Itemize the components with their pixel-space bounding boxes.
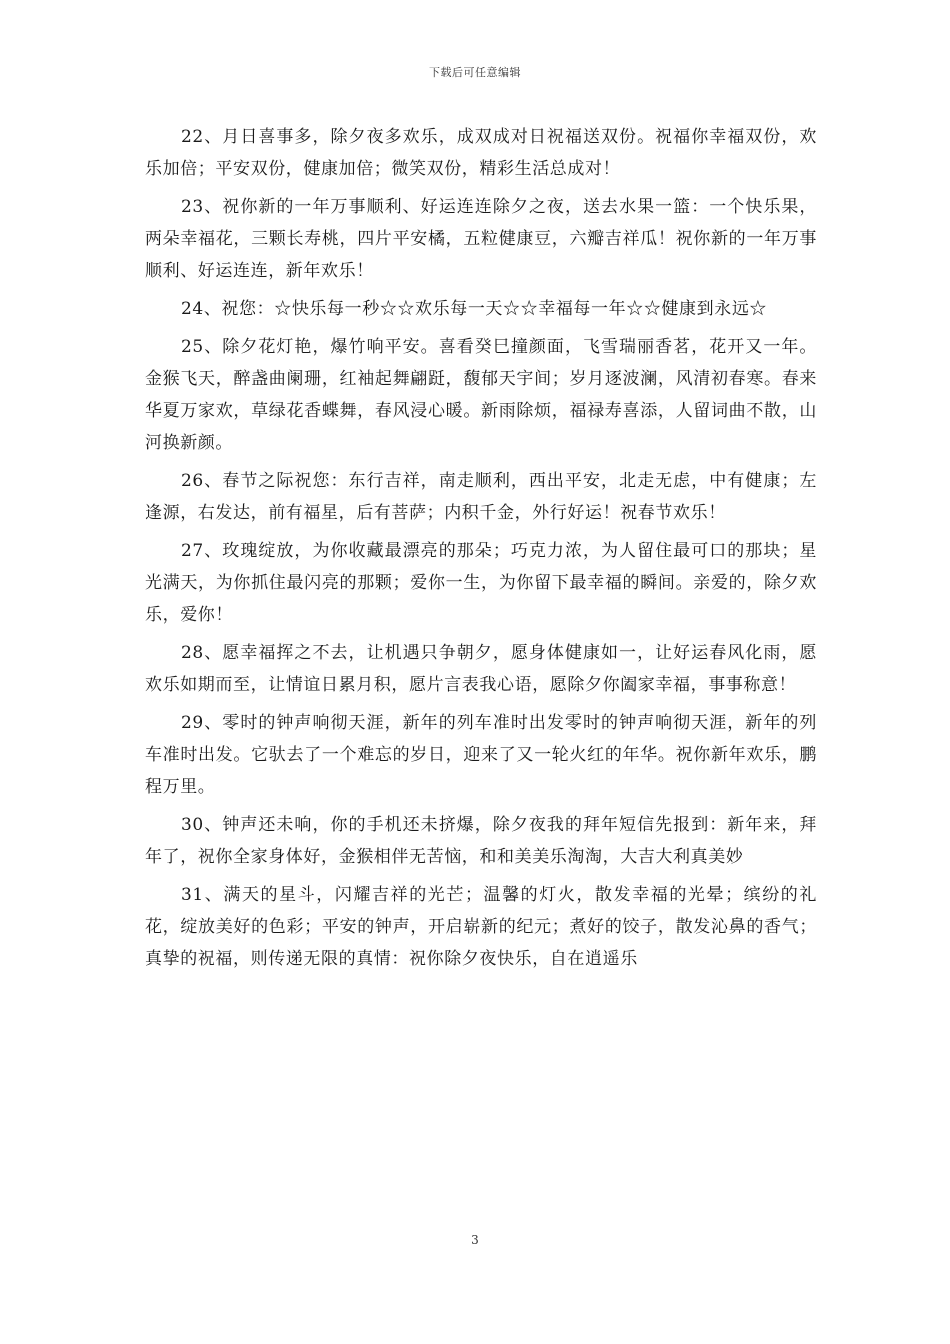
paragraph-24: 24、祝您：☆快乐每一秒☆☆欢乐每一天☆☆幸福每一年☆☆健康到永远☆	[181, 299, 768, 319]
document-body	[145, 121, 817, 981]
paragraph-30: 30、钟声还未响，你的手机还未挤爆，除夕夜我的拜年短信先报到：新年来，拜年了，祝你全家身体好，金猴相伴无苦恼，和和美美乐淘淘，大吉大利真美妙	[145, 815, 817, 867]
paragraph-28: 28、愿幸福挥之不去，让机遇只争朝夕，愿身体健康如一，让好运春风化雨，愿欢乐如期而至，让情谊日累月积，愿片言表我心语，愿除夕你阖家幸福，事事称意！	[145, 643, 817, 695]
page-header: 下载后可任意编辑	[429, 66, 521, 79]
paragraph-22: 22、月日喜事多，除夕夜多欢乐，成双成对日祝福送双份。祝福你幸福双份，欢乐加倍；平安双份，健康加倍；微笑双份，精彩生活总成对！	[145, 127, 817, 179]
page-number: 3	[471, 1233, 479, 1247]
paragraph-29: 29、零时的钟声响彻天涯，新年的列车准时出发零时的钟声响彻天涯，新年的列车准时出发。它驮去了一个难忘的岁日，迎来了又一轮火红的年华。祝你新年欢乐，鹏程万里。	[145, 713, 817, 797]
paragraph-31: 31、满天的星斗，闪耀吉祥的光芒；温馨的灯火，散发幸福的光晕；缤纷的礼花，绽放美好的色彩；平安的钟声，开启崭新的纪元；煮好的饺子，散发沁鼻的香气；真挚的祝福，则传递无限的真情：祝你除夕夜快乐，自在逍遥乐	[145, 885, 817, 969]
paragraph-25: 25、除夕花灯艳，爆竹响平安。喜看癸巳撞颜面，飞雪瑞丽香茗，花开又一年。金猴飞天，醉盏曲阑珊，红袖起舞翩跹，馥郁天宇间；岁月逐波澜，风清初春寒。春来华夏万家欢，草绿花香蝶舞，春风浸心暖。新雨除烦，福禄寿喜添，人留词曲不散，山河换新颜。	[145, 337, 817, 453]
paragraph-26: 26、春节之际祝您：东行吉祥，南走顺利，西出平安，北走无虑，中有健康；左逢源，右发达，前有福星，后有菩萨；内积千金，外行好运！祝春节欢乐！	[145, 471, 817, 523]
paragraph-23: 23、祝你新的一年万事顺利、好运连连除夕之夜，送去水果一篮：一个快乐果，两朵幸福花，三颗长寿桃，四片平安橘，五粒健康豆，六瓣吉祥瓜！祝你新的一年万事顺利、好运连连，新年欢乐！	[145, 197, 817, 281]
paragraph-27: 27、玫瑰绽放，为你收藏最漂亮的那朵；巧克力浓，为人留住最可口的那块；星光满天，为你抓住最闪亮的那颗；爱你一生，为你留下最幸福的瞬间。亲爱的，除夕欢乐，爱你！	[145, 541, 817, 625]
